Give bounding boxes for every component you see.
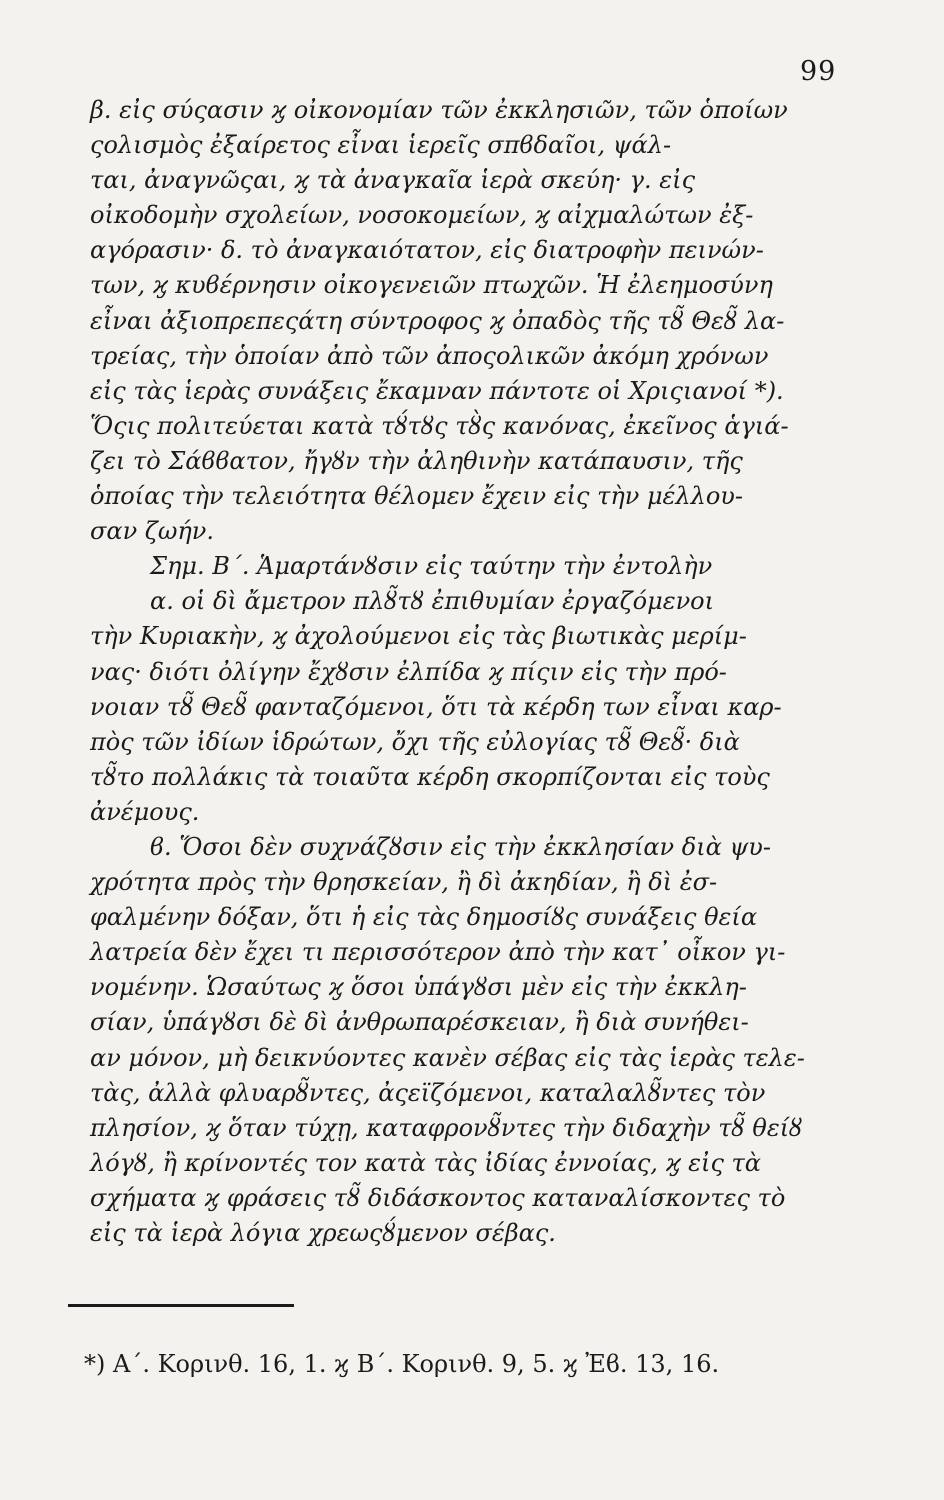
text-line: αν μόνον, μὴ δεικνύοντες κανὲν σέβας εἰς τὰς ἱερὰς τελε- [90, 1043, 805, 1072]
text-line: εἶναι ἀξιοπρεπεςάτη σύντροφος ϗ ὀπαδὸς τῆς τȣ̃ Θεȣ̃ λα- [90, 306, 785, 335]
text-line: ὁποίας τὴν τελειότητα θέλομεν ἔχειν εἰς τὴν μέλλου- [90, 482, 744, 511]
text-line: τȣ̃το πολλάκις τὰ τοιαῦτα κέρδη σκορπίζονται εἰς τοὺς [90, 762, 770, 791]
text-line: ἀνέμους. [90, 797, 200, 826]
text-line: α. οἱ δὶ ἄμετρον πλȣ̃τȣ ἐπιθυμίαν ἐργαζόμενοι [150, 587, 715, 616]
text-line: φαλμένην δόξαν, ὅτι ἡ εἰς τὰς δημοσίȣς συνάξεις θεία [90, 903, 758, 932]
text-line: χρότητα πρὸς τὴν θρησκείαν, ἢ δὶ ἀκηδίαν, ἢ δὶ ἐσ- [90, 868, 718, 897]
text-line: πὸς τῶν ἰδίων ἱδρώτων, ὄχι τῆς εὐλογίας τȣ̃ Θεȣ̃· διὰ [90, 727, 740, 756]
text-line: τρείας, τὴν ὁποίαν ἀπὸ τῶν ἀποςολικῶν ἀκόμη χρόνων [90, 341, 769, 370]
text-line: οἰκοδομὴν σχολείων, νοσοκομείων, ϗ αἰχμαλώτων ἐξ- [90, 201, 754, 230]
text-line: εἰς τὰ ἱερὰ λόγια χρεωςȣ́μενον σέβας. [90, 1219, 556, 1247]
text-line: νοιαν τȣ̃ Θεȣ̃ φανταζόμενοι, ὅτι τὰ κέρδη των εἶναι καρ- [90, 692, 782, 721]
text-line: β. εἰς σύςασιν ϗ οἰκονομίαν τῶν ἐκκλησιῶν, τῶν ὁποίων [90, 96, 788, 124]
text-line: σχήματα ϗ φράσεις τȣ̃ διδάσκοντος καταναλίσκοντες τὸ [90, 1183, 786, 1212]
text-line: Ὅςις πολιτεύεται κατὰ τȣ́τȣς τȣ̀ς κανόνας, ἐκεῖνος ἁγιά- [90, 411, 789, 440]
page-number: 99 [800, 56, 837, 87]
text-line: ςολισμὸς ἐξαίρετος εἶναι ἱερεῖς σπϐδαῖοι, ψάλ- [90, 131, 672, 160]
text-line: λόγȣ, ἢ κρίνοντές τον κατὰ τὰς ἰδίας ἐννοίας, ϗ εἰς τὰ [90, 1148, 762, 1177]
text-line: εἰς τὰς ἱερὰς συνάξεις ἔκαμναν πάντοτε οἱ Χριςιανοί *). [90, 376, 784, 405]
text-line: ζει τὸ Σάϐϐατον, ἤγȣν τὴν ἀληθινὴν κατάπαυσιν, τῆς [90, 446, 743, 475]
text-line: ϐ. Ὅσοι δὲν συχνάζȣσιν εἰς τὴν ἐκκλησίαν διὰ ψυ- [150, 832, 771, 861]
text-line: τὴν Κυριακὴν, ϗ ἀχολούμενοι εἰς τὰς βιωτικὰς μερίμ- [90, 622, 747, 651]
text-line: σίαν, ὑπάγȣσι δὲ δὶ ἀνθρωπαρέσκειαν, ἢ διὰ συνήθει- [90, 1008, 749, 1037]
text-line: των, ϗ κυϐέρνησιν οἰκογενειῶν πτωχῶν. Ἡ ἐλεημοσύνη [90, 271, 773, 300]
text-line: πλησίον, ϗ ὅταν τύχῃ, καταφρονȣ̃ντες τὴν διδαχὴν τȣ̃ θείȣ [90, 1113, 803, 1142]
text-line: αγόρασιν· δ. τὸ ἀναγκαιότατον, εἰς διατροφὴν πεινών- [90, 236, 764, 265]
footnote-rule [68, 1304, 294, 1307]
text-line: λατρεία δὲν ἔχει τι περισσότερον ἀπὸ τὴν κατ᾽ οἶκον γι- [90, 938, 786, 967]
text-line: νας· διότι ὀλίγην ἔχȣσιν ἐλπίδα ϗ πίςιν εἰς τὴν πρό- [90, 657, 727, 686]
text-line: σαν ζωήν. [90, 517, 214, 546]
text-line: νομένην. Ὡσαύτως ϗ ὅσοι ὑπάγȣσι μὲν εἰς τὴν ἐκκλη- [90, 973, 747, 1002]
body-text [90, 93, 860, 1251]
footnote: *) Α΄. Κορινθ. 16, 1. ϗ Β΄. Κορινθ. 9, 5. ϗ Ἐϐ. 13, 16. [84, 1350, 720, 1378]
section-heading: Σημ. Β΄. Ἁμαρτάνȣσιν εἰς ταύτην τὴν ἐντολὴν [150, 552, 713, 581]
text-line: τὰς, ἀλλὰ φλυαρȣ̃ντες, ἀςεϊζόμενοι, καταλαλȣ̃ντες τὸν [90, 1078, 766, 1107]
text-line: ται, ἀναγνῶςαι, ϗ τὰ ἀναγκαῖα ἱερὰ σκεύη· γ. εἰς [90, 166, 696, 195]
